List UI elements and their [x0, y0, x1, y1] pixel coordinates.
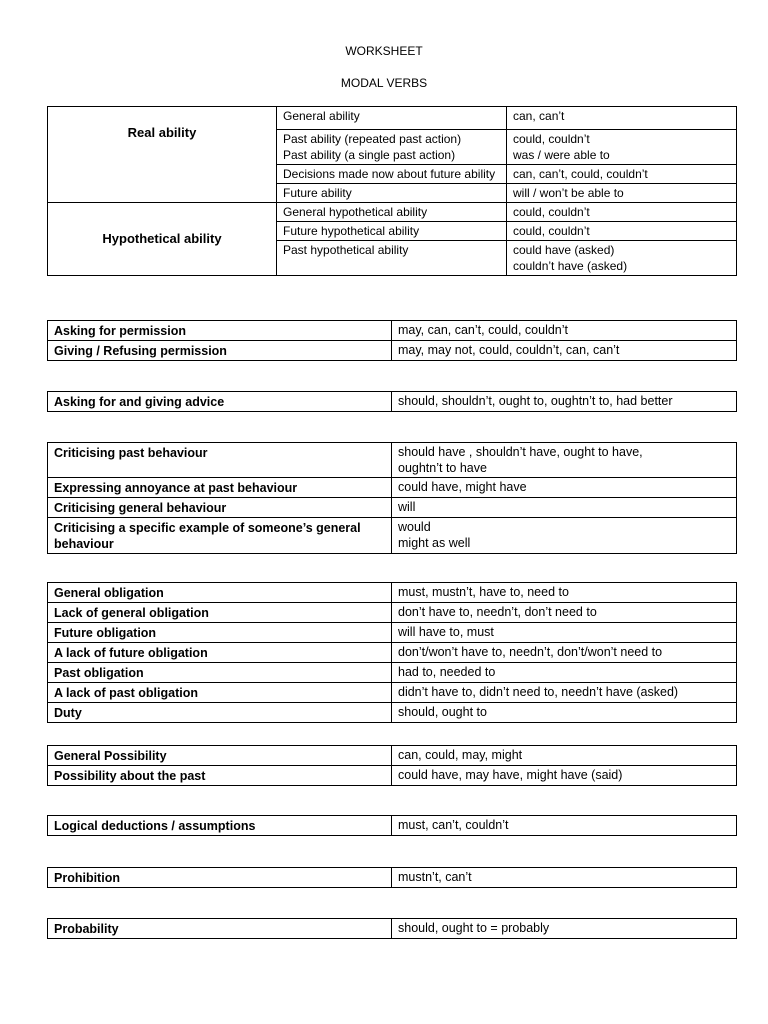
ability-verbs-cell	[507, 130, 737, 165]
modal-verbs-cell	[392, 703, 737, 723]
table-row	[48, 203, 737, 222]
cell-line: should, shouldn’t, ought to, oughtn’t to, had better	[398, 394, 673, 408]
worksheet-subtitle: MODAL VERBS	[340, 76, 428, 90]
table-row	[48, 341, 737, 361]
function-label: Duty	[48, 703, 392, 723]
cell-line: could have, may have, might have (said)	[398, 768, 623, 782]
table-row	[48, 703, 737, 723]
modal-table	[47, 320, 737, 361]
table-row	[48, 603, 737, 623]
cell-line: couldn’t have (asked)	[513, 259, 628, 273]
cell-line: may, can, can’t, could, couldn’t	[398, 323, 568, 337]
cell-line: must, can’t, couldn’t	[398, 818, 509, 832]
function-label: Asking for permission	[48, 321, 392, 341]
function-label: Criticising general behaviour	[48, 498, 392, 518]
cell-line: oughtn’t to have	[398, 461, 487, 475]
modal-verbs-cell	[392, 392, 737, 412]
table-row	[48, 663, 737, 683]
modal-table	[47, 442, 737, 554]
function-label: Criticising a specific example of someone’s general behaviour	[48, 518, 392, 554]
modal-verbs-cell	[392, 816, 737, 836]
table-row	[48, 443, 737, 478]
cell-line: had to, needed to	[398, 665, 496, 679]
ability-table	[47, 106, 737, 276]
table-row	[48, 643, 737, 663]
modal-verbs-cell	[392, 663, 737, 683]
cell-line: will have to, must	[398, 625, 494, 639]
cell-line: mustn’t, can’t	[398, 870, 472, 884]
cell-line: Future ability	[283, 186, 352, 200]
ability-use-cell	[277, 130, 507, 165]
cell-line: must, mustn’t, have to, need to	[398, 585, 569, 599]
function-label: Future obligation	[48, 623, 392, 643]
function-label: Asking for and giving advice	[48, 392, 392, 412]
ability-use-cell	[277, 165, 507, 184]
table-row	[48, 321, 737, 341]
ability-verbs-cell	[507, 107, 737, 130]
cell-line: can, can’t	[513, 109, 565, 123]
ability-use-cell	[277, 241, 507, 276]
function-label: Possibility about the past	[48, 766, 392, 786]
modal-verbs-cell	[392, 583, 737, 603]
table-row	[48, 868, 737, 888]
table-row	[48, 107, 737, 130]
table-row	[48, 478, 737, 498]
cell-line: Past hypothetical ability	[283, 243, 409, 257]
modal-verbs-cell	[392, 498, 737, 518]
cell-line: would	[398, 520, 431, 534]
function-label: Lack of general obligation	[48, 603, 392, 623]
cell-line: could, couldn’t	[513, 132, 590, 146]
cell-line: General hypothetical ability	[283, 205, 428, 219]
modal-table	[47, 867, 737, 888]
table-row	[48, 623, 737, 643]
function-label: A lack of future obligation	[48, 643, 392, 663]
function-label: Giving / Refusing permission	[48, 341, 392, 361]
cell-line: could, couldn’t	[513, 224, 590, 238]
modal-verbs-cell	[392, 683, 737, 703]
cell-line: might as well	[398, 536, 471, 550]
ability-verbs-cell	[507, 241, 737, 276]
modal-verbs-cell	[392, 603, 737, 623]
function-label: Past obligation	[48, 663, 392, 683]
cell-line: don’t/won’t have to, needn’t, don’t/won’t need to	[398, 645, 663, 659]
modal-verbs-cell	[392, 341, 737, 361]
ability-verbs-cell	[507, 165, 737, 184]
cell-line: can, can’t, could, couldn’t	[513, 167, 648, 181]
ability-use-cell	[277, 203, 507, 222]
modal-table	[47, 918, 737, 939]
ability-use-cell	[277, 222, 507, 241]
modal-verbs-cell	[392, 766, 737, 786]
table-row	[48, 583, 737, 603]
cell-line: Future hypothetical ability	[283, 224, 420, 238]
table-row	[48, 919, 737, 939]
modal-verbs-cell	[392, 643, 737, 663]
modal-table	[47, 391, 737, 412]
function-label: A lack of past obligation	[48, 683, 392, 703]
table-row	[48, 392, 737, 412]
cell-line: will	[398, 500, 416, 514]
modal-verbs-cell	[392, 623, 737, 643]
modal-table	[47, 815, 737, 836]
table-row	[48, 816, 737, 836]
modal-verbs-cell	[392, 746, 737, 766]
table-row	[48, 746, 737, 766]
cell-line: Past ability (a single past action)	[283, 148, 456, 162]
cell-line: should, ought to	[398, 705, 487, 719]
cell-line: will / won’t be able to	[513, 186, 624, 200]
modal-verbs-cell	[392, 518, 737, 554]
cell-line: don’t have to, needn’t, don’t need to	[398, 605, 597, 619]
ability-verbs-cell	[507, 184, 737, 203]
function-label: Expressing annoyance at past behaviour	[48, 478, 392, 498]
cell-line: could have (asked)	[513, 243, 615, 257]
cell-line: may, may not, could, couldn’t, can, can’t	[398, 343, 620, 357]
cell-line: should have , shouldn’t have, ought to have,	[398, 445, 643, 459]
worksheet-title: WORKSHEET	[345, 44, 423, 58]
table-row	[48, 683, 737, 703]
ability-use-cell	[277, 184, 507, 203]
cell-line: Past ability (repeated past action)	[283, 132, 462, 146]
cell-line: could have, might have	[398, 480, 527, 494]
function-label: Criticising past behaviour	[48, 443, 392, 478]
ability-group-label: Hypothetical ability	[48, 203, 277, 276]
function-label: General Possibility	[48, 746, 392, 766]
cell-line: didn’t have to, didn’t need to, needn’t have (asked)	[398, 685, 679, 699]
cell-line: could, couldn’t	[513, 205, 590, 219]
modal-verbs-cell	[392, 478, 737, 498]
modal-verbs-cell	[392, 321, 737, 341]
table-row	[48, 518, 737, 554]
function-label: Logical deductions / assumptions	[48, 816, 392, 836]
cell-line: Decisions made now about future ability	[283, 167, 496, 181]
modal-table	[47, 582, 737, 723]
function-label: General obligation	[48, 583, 392, 603]
table-row	[48, 498, 737, 518]
cell-line: should, ought to = probably	[398, 921, 550, 935]
cell-line: was / were able to	[513, 148, 610, 162]
ability-verbs-cell	[507, 203, 737, 222]
function-label: Prohibition	[48, 868, 392, 888]
cell-line: can, could, may, might	[398, 748, 523, 762]
modal-verbs-cell	[392, 868, 737, 888]
ability-use-cell	[277, 107, 507, 130]
cell-line: General ability	[283, 109, 360, 123]
table-row	[48, 766, 737, 786]
ability-group-label: Real ability	[48, 107, 277, 203]
modal-verbs-cell	[392, 443, 737, 478]
ability-verbs-cell	[507, 222, 737, 241]
modal-verbs-cell	[392, 919, 737, 939]
modal-table	[47, 745, 737, 786]
function-label: Probability	[48, 919, 392, 939]
